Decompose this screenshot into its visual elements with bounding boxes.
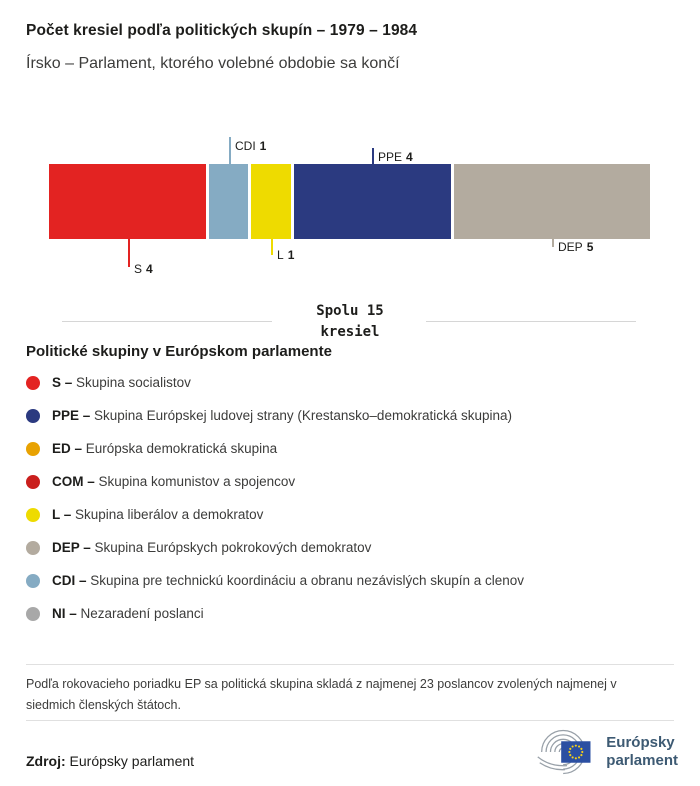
legend-dot [26,475,40,489]
total-divider-right [426,321,636,322]
legend-description: Skupina liberálov a demokratov [75,507,264,522]
total-seats-line1: Spolu 15 [316,303,384,319]
legend-description: Európska demokratická skupina [85,441,278,456]
legend-dot [26,508,40,522]
legend-label [52,507,263,522]
legend-item-com [26,465,674,498]
legend-description: Skupina Európskej ludovej strany (Krestansko–demokratická skupina) [94,408,512,423]
legend-dot [26,409,40,423]
bar-segment-l [251,164,290,239]
legend-code: COM – [52,474,99,489]
legend [26,366,674,630]
bar-tick-dep [552,239,554,247]
seats-bar [49,164,650,239]
ep-logo-text [606,734,678,770]
legend-label [52,375,191,390]
legend-description: Skupina socialistov [76,375,191,390]
legend-description: Nezaradení poslanci [80,606,204,621]
legend-item-dep [26,531,674,564]
source-line [26,753,194,769]
bar-label-seats: 4 [406,150,413,164]
legend-item-ni [26,597,674,630]
legend-code: L – [52,507,76,522]
legend-description: Skupina pre technickú koordináciu a obranu nezávislých skupín a clenov [90,573,525,588]
bar-label-dep [558,240,593,254]
legend-description: Skupina Európskych pokrokových demokratov [94,540,372,555]
footnote-divider-top [26,664,674,665]
total-seats-line2: kresiel [320,324,380,340]
bar-label-code: DEP [558,240,583,254]
bar-tick-ppe [372,148,374,164]
bar-segment-dep [454,164,650,239]
bar-tick-s [128,239,130,267]
bar-label-s [134,262,153,276]
legend-item-cdi [26,564,674,597]
hemicycle-icon [528,724,598,780]
legend-item-s [26,366,674,399]
bar-label-cdi [235,139,266,153]
bar-label-ppe [378,150,413,164]
chart-subtitle: Írsko – Parlament, ktorého volebné obdobie sa končí [26,55,400,72]
source-value: Európsky parlament [69,753,195,769]
bar-label-code: PPE [378,150,403,164]
ep-logo-line1: Európsky [606,734,675,751]
legend-code: S – [52,375,77,390]
eu-flag-icon [561,741,590,762]
bar-label-l [277,248,294,262]
bar-label-seats: 5 [586,240,594,254]
legend-item-l [26,498,674,531]
legend-label [52,606,204,621]
total-seats-label [250,301,450,343]
bar-label-seats: 4 [146,262,153,276]
legend-code: NI – [52,606,81,621]
legend-item-ed [26,432,674,465]
bar-label-code: CDI [235,139,256,153]
footnote-text: Podľa rokovacieho poriadku EP sa politická skupina skladá z najmenej 23 poslancov zvolených najmenej v siedmich členských štátoch. [26,677,617,712]
bar-tick-cdi [229,137,231,164]
source-label: Zdroj: [26,753,66,769]
legend-code: ED – [52,441,86,456]
legend-code: PPE – [52,408,95,423]
legend-item-ppe [26,399,674,432]
legend-code: CDI – [52,573,91,588]
legend-dot [26,442,40,456]
bar-label-code: S [134,262,143,276]
legend-label [52,474,295,489]
legend-label [52,408,512,423]
bar-label-seats: 1 [287,248,295,262]
bar-label-seats: 1 [259,139,267,153]
ep-logo-line2: parlament [606,752,678,769]
legend-label [52,441,277,456]
total-divider-left [62,321,272,322]
legend-dot [26,541,40,555]
legend-dot [26,376,40,390]
legend-dot [26,574,40,588]
legend-description: Skupina komunistov a spojencov [98,474,296,489]
legend-heading: Politické skupiny v Európskom parlamente [26,343,332,360]
legend-dot [26,607,40,621]
bar-segment-cdi [209,164,248,239]
bar-segment-ppe [294,164,451,239]
chart-title: Počet kresiel podľa politických skupín – 1979 – 1984 [26,22,418,39]
legend-label [52,573,524,588]
footnote-divider-bottom [26,720,674,721]
legend-code: DEP – [52,540,95,555]
ep-logo [528,724,678,780]
bar-label-code: L [277,248,284,262]
bar-segment-s [49,164,206,239]
bar-tick-l [271,239,273,255]
legend-label [52,540,371,555]
